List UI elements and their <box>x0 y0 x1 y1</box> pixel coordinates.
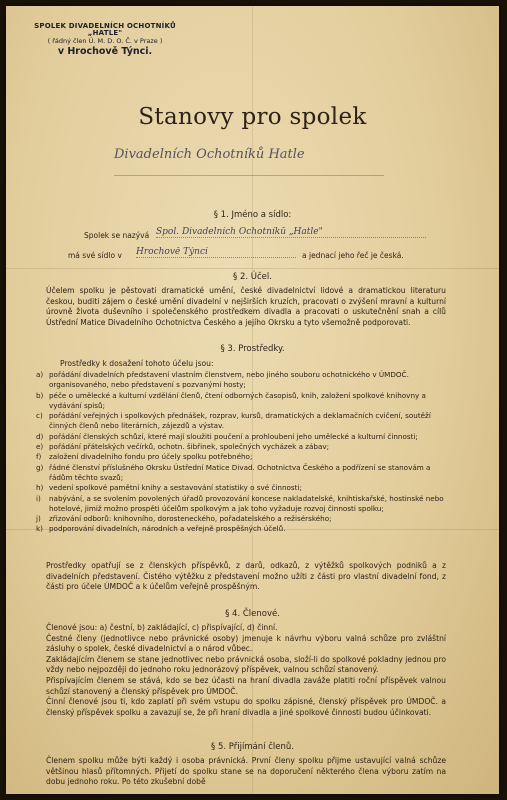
active-members: Činní členové jsou ti, kdo zaplatí při svém vstupu do spolku zápisné, členský příspěvek pro ÚMDOČ. a členský příspěvek spolku a zavazují se, že při hraní divadla a jiné spolkové činnosti budou účinkovati. <box>46 697 446 717</box>
name-value: Spol. Divadelních Ochotníků „Hatle" <box>156 227 426 238</box>
section-3-heading: § 3. Prostředky. <box>220 344 285 354</box>
means-list <box>36 370 456 535</box>
list-item: f) založení divadelního fondu pro účely spolku potřebného; <box>36 452 253 462</box>
section-3-funds: Prostředky opatřují se z členských příspěvků, z darů, odkazů, z výtěžků spolkových podniků a z divadelních představení. Čistého výtěžku z představení možno užíti z části pro vlastní divadelní fond, z části pro účele ÚMDOČ a k účelům veřejně prospěšným. <box>46 561 446 592</box>
contributing-members: Přispívajícím členem se stává, kdo se bez účasti na hraní divadla zaváže platiti roční příspěvek valnou schůzí stanovený a členský příspěvek pro ÚMDOČ. <box>46 675 446 696</box>
handwritten-club-name: Divadelních Ochotníků Hatle <box>114 147 384 176</box>
honorary-members: Čestné členy (jednotlivce nebo právnické osoby) jmenuje k návrhu výboru valná schůze pro zvláštní zásluhy o spolek, české divadelnictví a o národ vůbec. <box>46 633 446 654</box>
section-4-heading: § 4. Členové. <box>225 609 280 619</box>
section-5-heading: § 5. Přijímání členů. <box>211 742 294 752</box>
section-2-text: Účelem spolku je pěstovati dramatické umění, české divadelnictví lidové a dramatickou literaturu českou, buditi zájem o české umění divadelní v nejširších kruzích, pracovati o zvýšení mravní a kulturní úrovně života duševního i společenského prostředkem divadla a pracovati o uskutečnění snah a cílů Ústřední Matice Divadelního Ochotnictva Českého a jejího Okrsku a tyto všemožně podporovati. <box>46 286 446 327</box>
founding-members: Zakládajícím členem se stane jednotlivec nebo právnická osoba, složí-li do spolkové pokladny jednou pro vždy nebo nejpozději do jednoho roku jednorázový příspěvek, valnou schůzí stanovený. <box>46 654 446 675</box>
stamp-line-3: v Hrochově Týnci. <box>57 45 153 57</box>
list-item: c) pořádání veřejných i spolkových přednášek, rozprav, kursů, dramatických a deklamačních cvičení, soutěží činných členů nebo literárních, zájezdů a výstav. <box>36 411 431 431</box>
club-stamp <box>30 23 180 56</box>
list-item: j) zřizování odborů: knihovního, dorosteneckého, pořadatelského a režisérského; <box>36 514 332 524</box>
list-item: k) podporování divadelních, národních a veřejně prospěšných účelů. <box>36 524 286 534</box>
seat-label: má své sídlo v <box>68 251 122 260</box>
section-1-heading: § 1. Jméno a sídlo: <box>213 210 292 220</box>
name-label: Spolek se nazývá <box>84 231 150 240</box>
section-3-intro: Prostředky k dosažení tohoto účelu jsou: <box>60 359 214 368</box>
document-page <box>6 6 499 794</box>
stamp-line-2: ( řádný člen Ú. M. D. O. Č. v Praze ) <box>47 36 163 45</box>
language-text: a jednací jeho řeč je česká. <box>302 251 404 260</box>
section-2-heading: § 2. Účel. <box>233 272 272 282</box>
document-title: Stanovy pro spolek <box>138 104 367 130</box>
list-item: i) nabývání, a se svolením povolených úřadů provozování koncese nakladatelské, knihtiskařské, hostinské nebo hotelové, jimiž možno prospěti účelům spolkovým a jak toho vyžaduje rozvoj činnosti spolku; <box>36 493 444 513</box>
members-types: Členové jsou: a) čestní, b) zakládající, c) přispívající, d) činní. <box>46 623 278 632</box>
list-item: b) péče o umělecké a kulturní vzdělání členů, čtení odborných časopisů, knih, založení spolkové knihovny a vydávání spisů; <box>36 390 426 410</box>
stamp-line-1: SPOLEK DIVADELNÍCH OCHOTNÍKŮ „HATLE" <box>34 22 176 38</box>
section-5-text: Členem spolku může býti každý i osoba právnická. První členy spolku přijme ustavující valná schůze většinou hlasů přítomných. Přijetí do spolku stane se na doporučení některého člena výboru zatím na dobu jednoho roku. Po této zkušební době <box>46 756 446 787</box>
crease-line <box>6 268 499 269</box>
list-item: e) pořádání přátelských večírků, ochotn. šibřinek, společných vycházek a zábav; <box>36 442 330 452</box>
list-item: a) pořádání divadelních představení vlastním členstvem, nebo jiného souboru ochotnického v ÚMDOČ. organisovaného, nebo představení s pozvanými hosty; <box>36 370 409 390</box>
list-item: g) řádné členství příslušného Okrsku Ústřední Matice Divad. Ochotnictva Českého a podřízení se stanovám a řádům těchto svazů; <box>36 462 431 482</box>
list-item: h) vedení spolkové pamětní knihy a sestavování statistiky o své činnosti; <box>36 483 302 493</box>
list-item: d) pořádání členských schůzí, které mají sloužiti poučení a prohloubení jeho umělecké a kulturní činnosti; <box>36 431 418 441</box>
section-4-text <box>46 623 446 718</box>
seat-value: Hrochově Týnci <box>136 247 296 258</box>
